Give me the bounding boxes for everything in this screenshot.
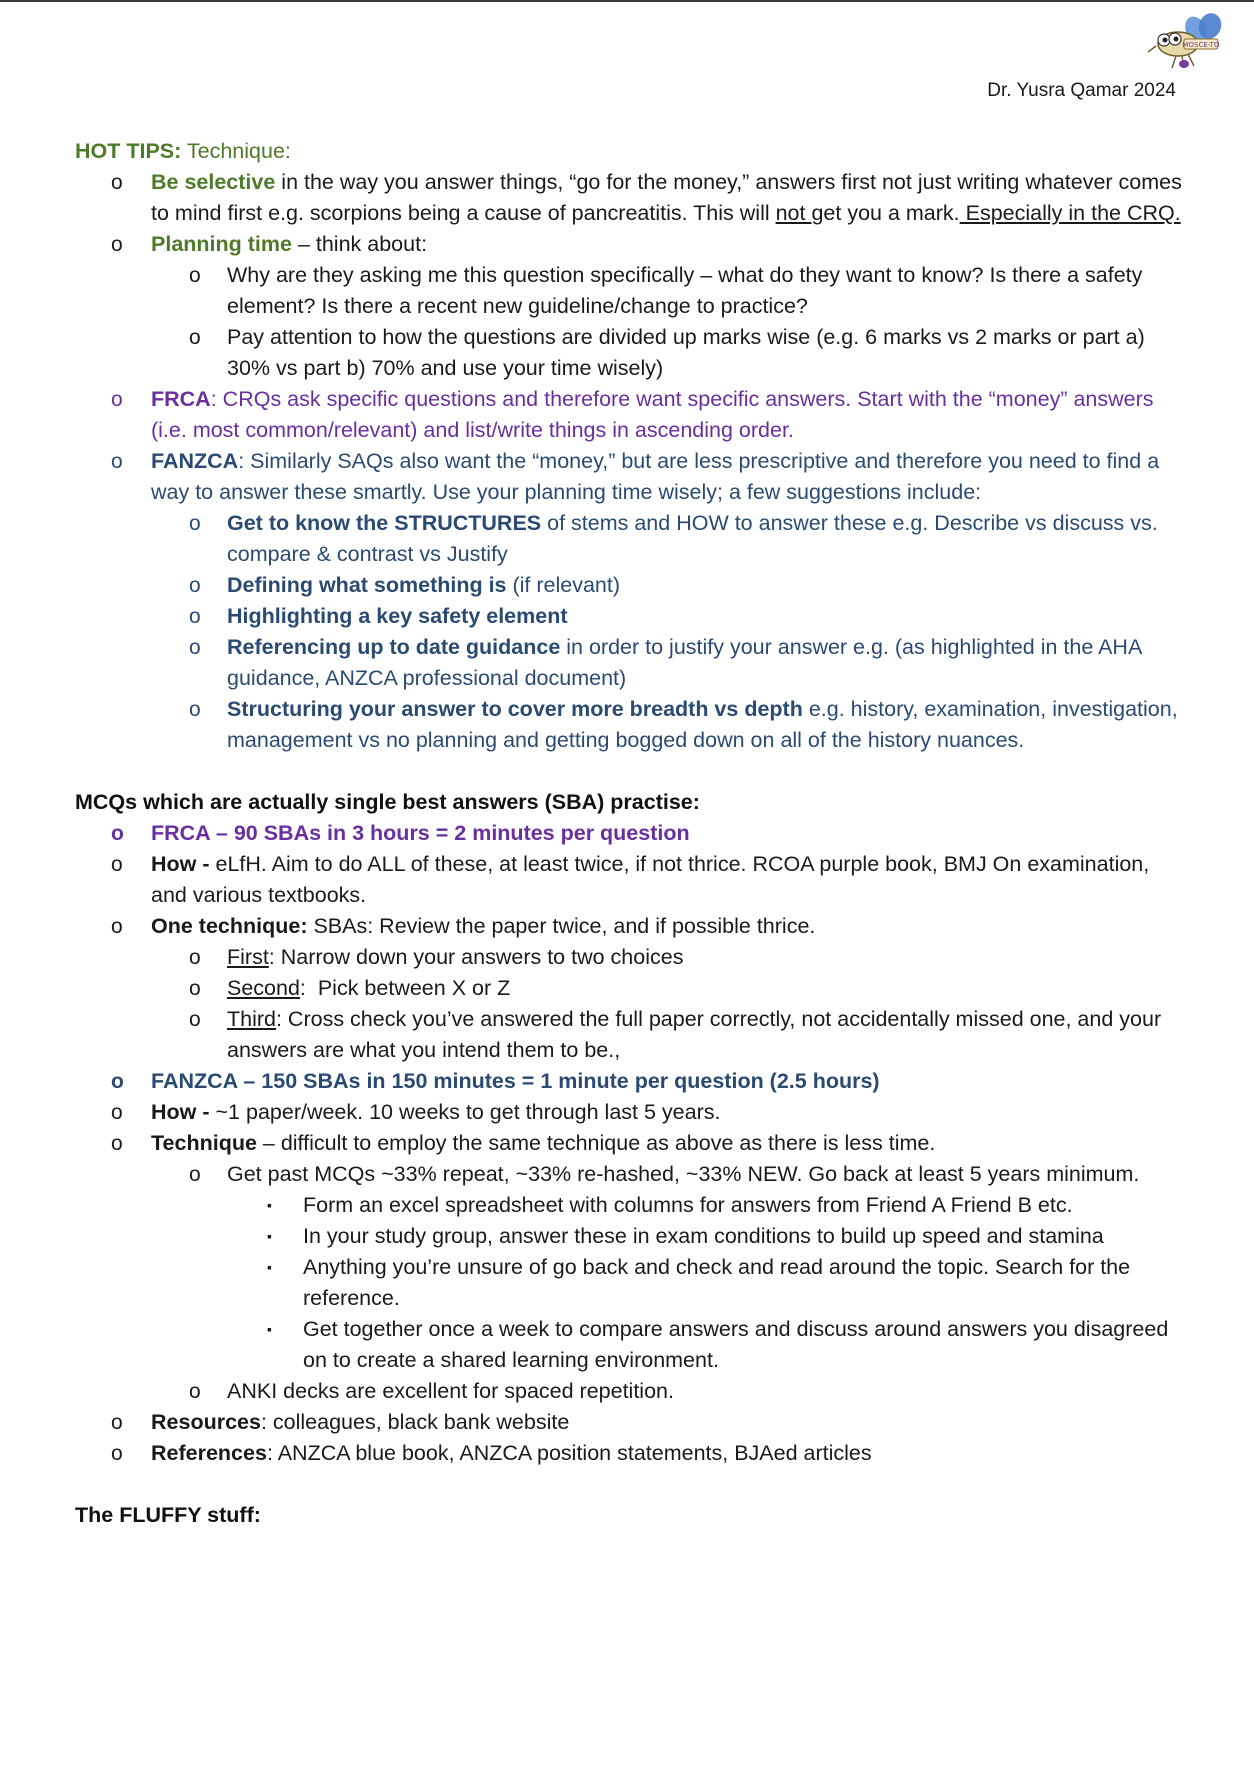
list-item <box>75 973 1185 1004</box>
bullet-icon: o <box>189 326 201 349</box>
list-item <box>75 694 1185 756</box>
list-item <box>75 1066 1185 1097</box>
bullet-icon: o <box>111 822 124 845</box>
hot-tips-subtitle: Technique: <box>181 139 291 163</box>
bullet-icon: o <box>111 1101 123 1124</box>
tip-label: Resources <box>151 1410 261 1434</box>
bullet-icon: o <box>189 977 201 1000</box>
tip-text: in the way you answer things, “go for the money,” answers first not just writing whatever comes to mind first e.g. scorpions being a cause of pancreatitis. This will <box>151 170 1182 225</box>
bullet-icon: o <box>111 1411 123 1434</box>
tip-text: Form an excel spreadsheet with columns for answers from Friend A Friend B etc. <box>303 1193 1073 1217</box>
tip-text: : Similarly SAQs also want the “money,” but are less prescriptive and therefore you need to find a way to answer these smartly. Use your planning time wisely; a few suggestions include: <box>151 449 1160 504</box>
list-item <box>75 1314 1185 1376</box>
tip-text: : Cross check you’ve answered the full paper correctly, not accidentally missed one, and your answers are what you intend them to be., <box>227 1007 1162 1062</box>
tip-text: ~1 paper/week. 10 weeks to get through last 5 years. <box>209 1100 721 1124</box>
fluffy-heading: The FLUFFY stuff: <box>75 1503 261 1527</box>
list-item <box>75 1252 1185 1314</box>
tip-text: Get past MCQs ~33% repeat, ~33% re-hashed, ~33% NEW. Go back at least 5 years minimum. <box>227 1162 1140 1186</box>
list-item <box>75 446 1185 508</box>
logo-text: MOSCE-TO <box>1182 41 1220 49</box>
list-item <box>75 1128 1185 1159</box>
tip-text: – difficult to employ the same technique as above as there is less time. <box>256 1131 936 1155</box>
list-item <box>75 942 1185 973</box>
tip-label: Be selective <box>151 170 276 194</box>
tip-text: e.g. history, examination, investigation, management vs no planning and getting bogged down on all of the history nuances. <box>227 697 1178 752</box>
tip-text: : Pick between X or Z <box>299 976 511 1000</box>
tip-label: One technique: <box>151 914 308 938</box>
tip-label: Planning time <box>151 232 292 256</box>
step-label: Third <box>227 1007 276 1031</box>
tip-text: Pay attention to how the questions are divided up marks wise (e.g. 6 marks vs 2 marks or part a) 30% vs part b) 70% and use your time wisely) <box>227 325 1145 380</box>
list-item <box>75 384 1185 446</box>
bullet-icon: o <box>111 1132 123 1155</box>
step-label: Second <box>227 976 300 1000</box>
hot-tips-heading <box>75 136 1185 167</box>
hot-tips-label: HOT TIPS: <box>75 139 182 163</box>
tip-label: Technique <box>151 1131 257 1155</box>
tip-text: Get together once a week to compare answers and discuss around answers you disagreed on to create a shared learning environment. <box>303 1317 1169 1372</box>
author-credit: Dr. Yusra Qamar 2024 <box>987 80 1176 101</box>
mosquito-logo-icon <box>1148 12 1240 70</box>
tip-emphasis: not <box>775 201 812 225</box>
list-item <box>75 1407 1185 1438</box>
page-top-border <box>0 0 1254 2</box>
tip-label: FRCA <box>151 387 211 411</box>
bullet-icon: o <box>111 1442 123 1465</box>
list-item <box>75 1438 1185 1469</box>
list-item <box>75 167 1185 229</box>
bullet-icon: o <box>189 698 201 721</box>
bullet-icon: o <box>189 636 201 659</box>
bullet-icon: o <box>111 1070 124 1093</box>
tip-emphasis: Especially in the CRQ. <box>959 201 1181 225</box>
square-bullet-icon: ▪ <box>267 1321 272 1337</box>
mcq-list <box>75 818 1185 1469</box>
bullet-icon: o <box>111 388 123 411</box>
bullet-icon: o <box>189 1163 201 1186</box>
tip-text: in order to justify your answer e.g. (as highlighted in the AHA guidance, ANZCA professional document) <box>227 635 1142 690</box>
list-item <box>75 1376 1185 1407</box>
list-item <box>75 322 1185 384</box>
list-item <box>75 1159 1185 1190</box>
tip-text: Anything you’re unsure of go back and check and read around the topic. Search for the reference. <box>303 1255 1131 1310</box>
list-item <box>75 508 1185 570</box>
bullet-icon: o <box>111 233 123 256</box>
list-item <box>75 632 1185 694</box>
square-bullet-icon: ▪ <box>267 1228 272 1244</box>
tip-text: In your study group, answer these in exam conditions to build up speed and stamina <box>303 1224 1104 1248</box>
exam-format: FANZCA – 150 SBAs in 150 minutes = 1 minute per question (2.5 hours) <box>151 1069 880 1093</box>
list-item <box>75 1190 1185 1221</box>
tip-label: How - <box>151 852 210 876</box>
tip-text: Why are they asking me this question specifically – what do they want to know? Is there a safety element? Is there a recent new guideline/change to practice? <box>227 263 1143 318</box>
tip-text: get you a mark. <box>811 201 960 225</box>
bullet-icon: o <box>189 1008 201 1031</box>
square-bullet-icon: ▪ <box>267 1259 272 1275</box>
list-item <box>75 570 1185 601</box>
tip-label: How - <box>151 1100 210 1124</box>
step-label: First <box>227 945 269 969</box>
tip-label: References <box>151 1441 267 1465</box>
tip-text: : ANZCA blue book, ANZCA position statements, BJAed articles <box>266 1441 872 1465</box>
list-item <box>75 601 1185 632</box>
list-item <box>75 818 1185 849</box>
list-item <box>75 911 1185 942</box>
tip-text: : CRQs ask specific questions and therefore want specific answers. Start with the “money” answers (i.e. most common/relevant) and list/write things in ascending order. <box>151 387 1154 442</box>
list-item <box>75 1097 1185 1128</box>
tip-text: SBAs: Review the paper twice, and if possible thrice. <box>307 914 816 938</box>
square-bullet-icon: ▪ <box>267 1197 272 1213</box>
tip-label: FANZCA <box>151 449 239 473</box>
document-body <box>75 136 1185 1531</box>
bullet-icon: o <box>111 915 123 938</box>
bullet-icon: o <box>189 1380 201 1403</box>
tip-label: Referencing up to date guidance <box>227 635 561 659</box>
mcq-heading: MCQs which are actually single best answers (SBA) practise: <box>75 790 700 814</box>
bullet-icon: o <box>189 264 201 287</box>
bullet-icon: o <box>189 512 201 535</box>
tip-label: Structuring your answer to cover more breadth vs depth <box>227 697 803 721</box>
tip-text: (if relevant) <box>506 573 621 597</box>
list-item <box>75 260 1185 322</box>
hot-tips-list <box>75 167 1185 756</box>
list-item <box>75 1004 1185 1066</box>
list-item <box>75 1221 1185 1252</box>
bullet-icon: o <box>189 605 201 628</box>
tip-label: Get to know the STRUCTURES <box>227 511 542 535</box>
bullet-icon: o <box>111 450 123 473</box>
exam-format: FRCA – 90 SBAs in 3 hours = 2 minutes per question <box>151 821 690 845</box>
tip-label: Highlighting a key safety element <box>227 604 568 628</box>
bullet-icon: o <box>111 853 123 876</box>
tip-text: of stems and HOW to answer these e.g. Describe vs discuss vs. compare & contrast vs Justify <box>227 511 1158 566</box>
tip-text: – think about: <box>291 232 428 256</box>
bullet-icon: o <box>189 946 201 969</box>
tip-label: Defining what something is <box>227 573 507 597</box>
tip-text: eLfH. Aim to do ALL of these, at least twice, if not thrice. RCOA purple book, BMJ On examination, and various textbooks. <box>151 852 1150 907</box>
bullet-icon: o <box>189 574 201 597</box>
list-item <box>75 229 1185 260</box>
tip-text: : Narrow down your answers to two choices <box>268 945 684 969</box>
tip-text: : colleagues, black bank website <box>260 1410 570 1434</box>
bullet-icon: o <box>111 171 123 194</box>
tip-text: ANKI decks are excellent for spaced repetition. <box>227 1379 674 1403</box>
list-item <box>75 849 1185 911</box>
